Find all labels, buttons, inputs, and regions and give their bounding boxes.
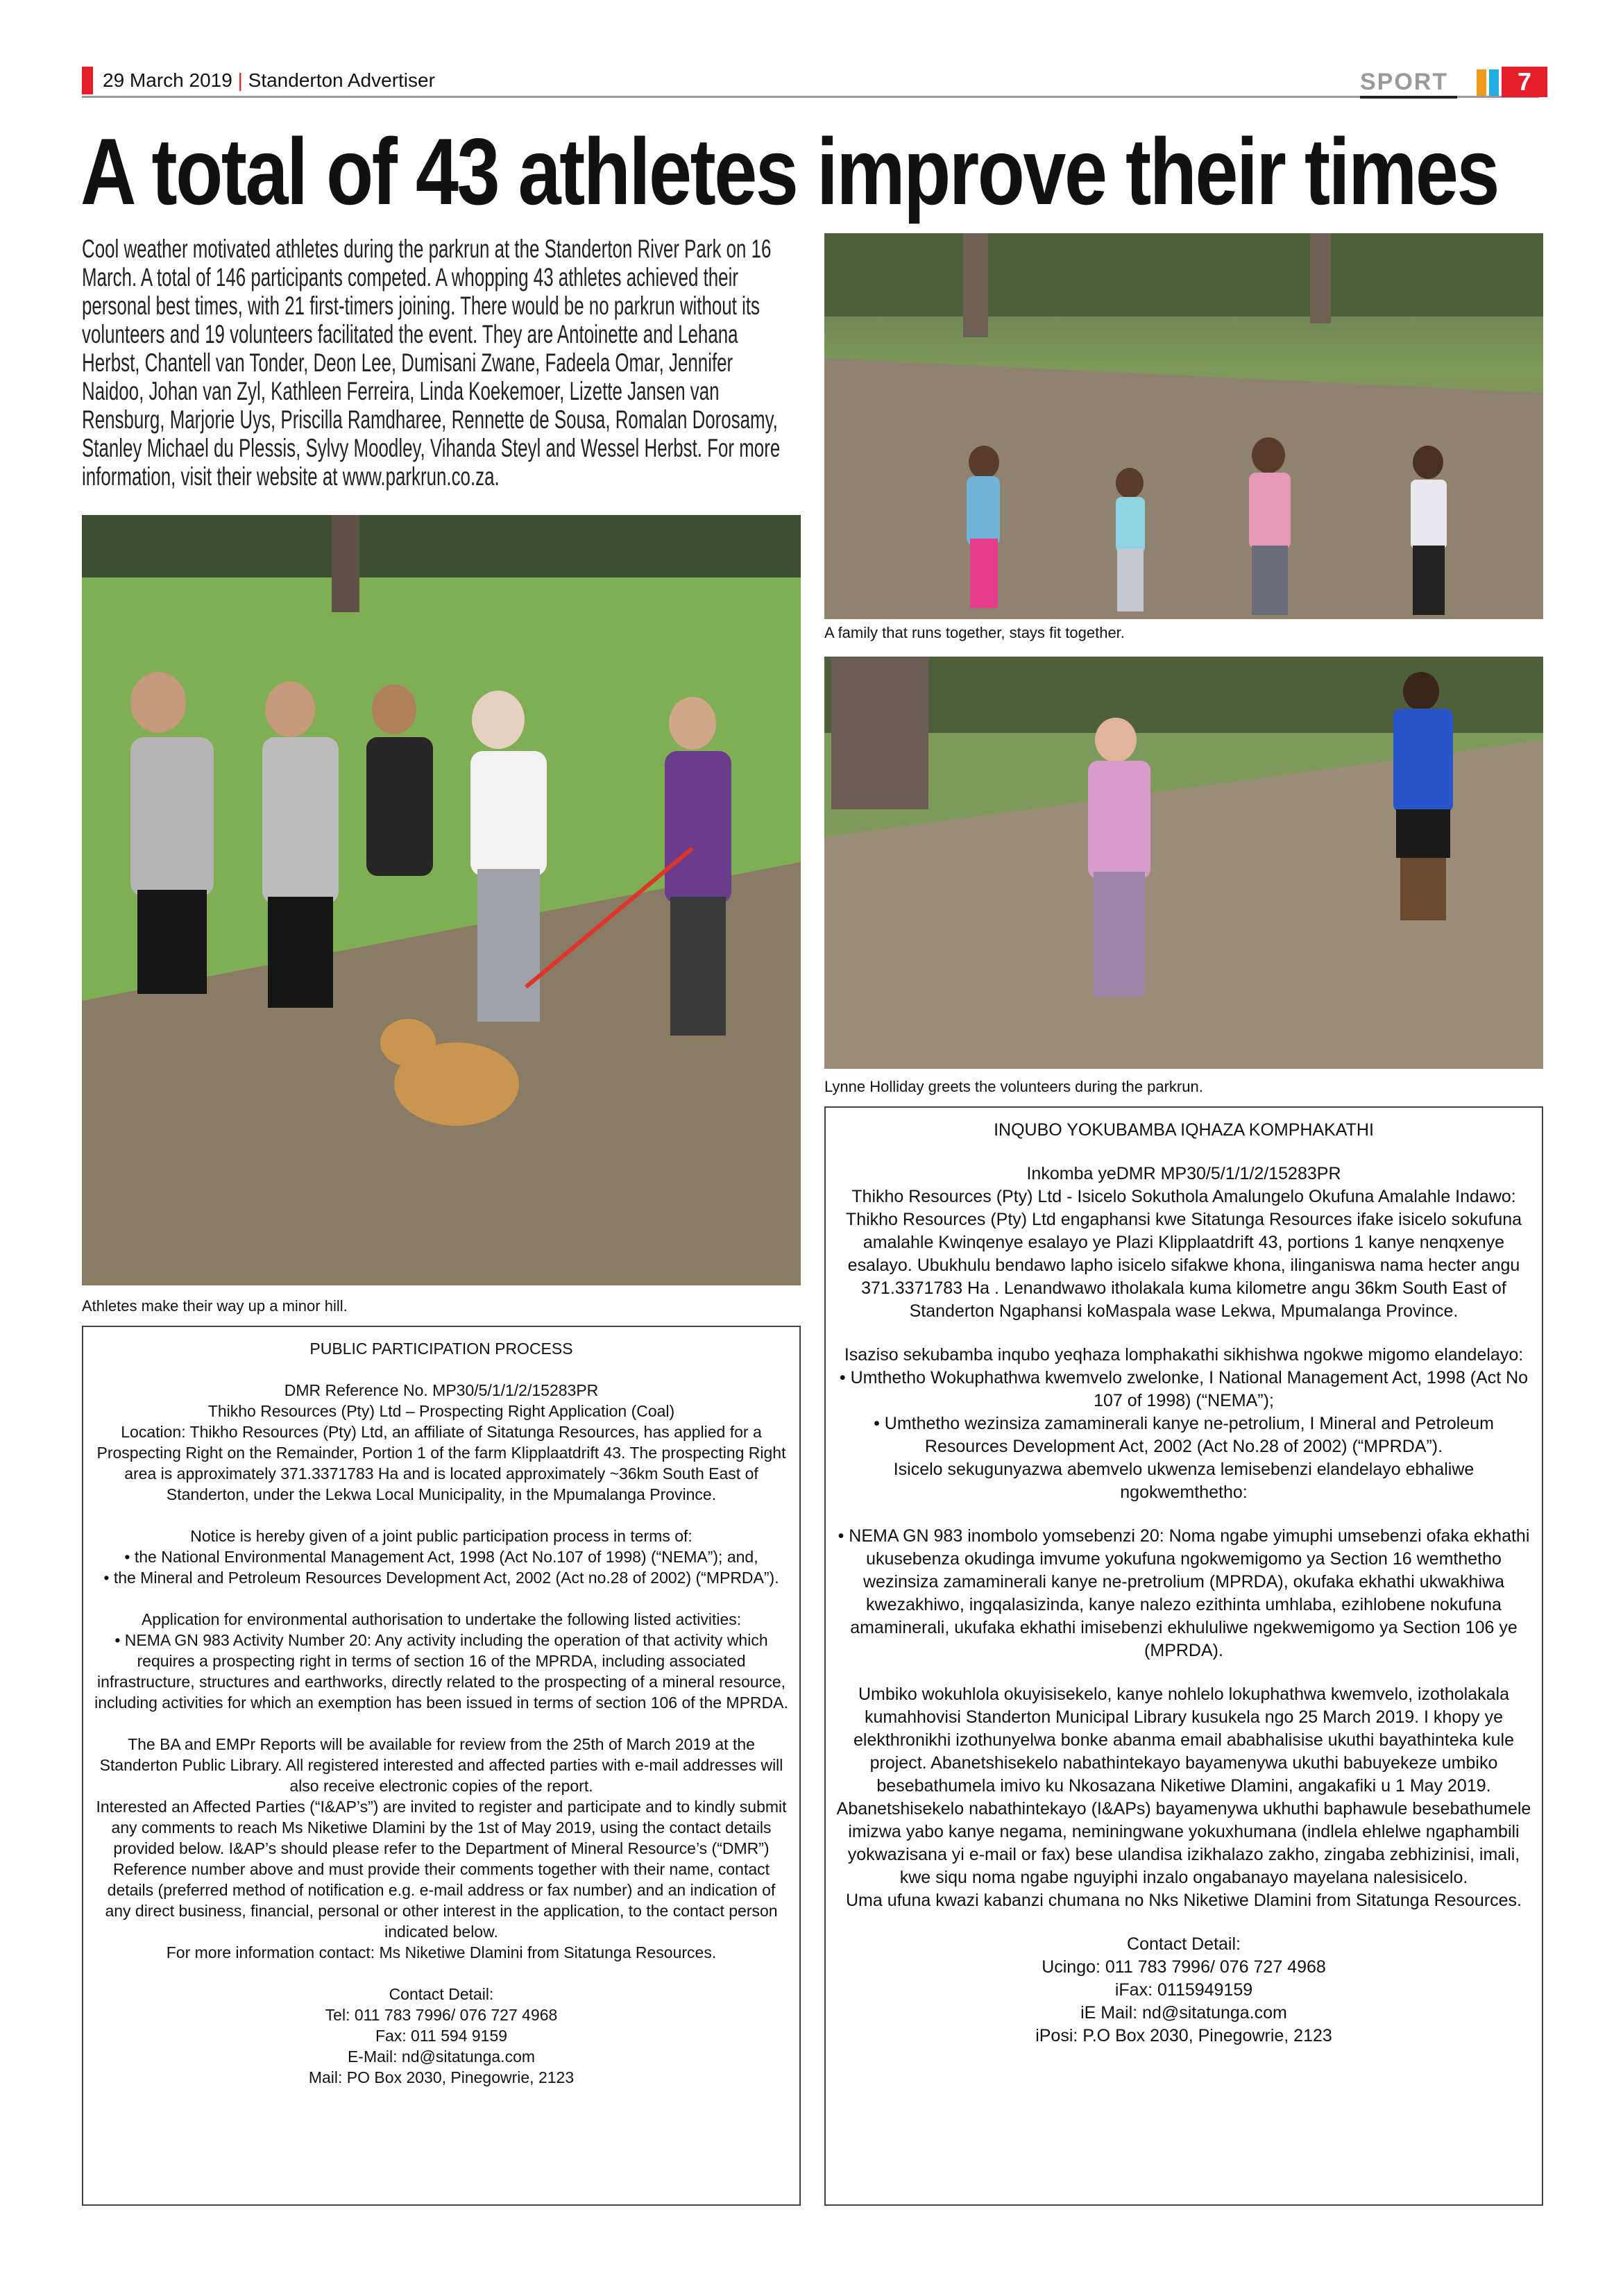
section-underline — [1360, 96, 1457, 99]
notice-location: Location: Thikho Resources (Pty) Ltd, an affiliate of Sitatunga Resources, has applied for a Prospecting Right on the Remainder, Portion 1 of the farm Klipplaatdrift 43. The prospecting Right area is approximately 371.3371783 Ha and is located approximately ~36km South East of Standerton, under the Lekwa Local Municipality, in the Mpumalanga Province. — [96, 1423, 786, 1503]
notice-zu-reference: Inkomba yeDMR MP30/5/1/1/2/15283PR — [1026, 1164, 1341, 1183]
contact-title: Contact Detail: — [389, 1985, 494, 2003]
page-number: 7 — [1502, 67, 1547, 97]
header-dateline — [103, 67, 435, 94]
headline: A total of 43 athletes improve their times — [80, 119, 1498, 224]
notice-zu-body1: Thikho Resources (Pty) Ltd - Isicelo Sokuthola Amalungelo Okufuna Amalahle Indawo: Thikho Resources (Pty) Ltd engaphansi kwe Sitatunga Resources ifake isicelo sokufuna amalahle Kwinqenye esalayo ye Plazi Klipplaatdrift 43, portions 1 kanye nenqxenye esalayo. Ubukhulu bendawo lapho isicelo sifakwe khona, ilinganiswa nama hecter angu 371.3371783 Ha . Lenandwawo itholakala kuma kilometre angu 36km South East of Standerton Ngaphansi koMaspala wase Lekwa, Mpumalanga Province. — [845, 1187, 1522, 1321]
notice-interested-parties: Interested an Affected Parties (“I&AP’s”) are invited to register and participate and to kindly submit any comments to reach Ms Niketiwe Dlamini by the 1st of May 2019, using the contact details provided below. I&AP’s should please refer to the Department of Mineral Resource’s (“DMR”) Reference number above and must provide their comments together with their name, contact details (preferred method of notification e.g. e-mail address or fax number) and an indication of any direct business, financial, personal or other interest in the application, to the contact person indicated below. — [96, 1798, 787, 1941]
header-separator: | — [237, 69, 243, 91]
notice-zu-body5: Abanetshisekelo nabathintekayo (I&APs) bayamenywa ukhuthi baphawule besebathumele imizwa yabo kanye negama, neminingwane yokuxhumana (indlela ehlelwe ngaphambili yokwazisana yi e-mail or fax) bese ulandisa izikhalazo zakho, zingaba zebhizinisi, imali, kwe siqu noma ngabe nguyiphi inzalo ongabanayo mayelana nalesisicelo. — [836, 1799, 1531, 1887]
notice-title: PUBLIC PARTICIPATION PROCESS — [309, 1340, 573, 1358]
photo-family-running — [824, 233, 1543, 619]
contact-zu-fax: iFax: 0115949159 — [1114, 1980, 1253, 2000]
notice-law-mprda: • the Mineral and Petroleum Resources Development Act, 2002 (Act no.28 of 2002) (“MPRDA”). — [103, 1569, 779, 1587]
accent-cyan-bar — [1489, 69, 1499, 96]
contact-tel: Tel: 011 783 7996/ 076 727 4968 — [325, 2006, 558, 2024]
issue-date: 29 March 2019 — [103, 69, 232, 91]
notice-law-nema: • the National Environmental Management Act, 1998 (Act No.107 of 1998) (“NEMA”); and, — [124, 1548, 758, 1566]
header-red-marker — [82, 67, 93, 94]
notice-zu-body6: Uma ufuna kwazi kabanzi chumana no Nks Niketiwe Dlamini from Sitatunga Resources. — [845, 1891, 1522, 1910]
contact-zu-tel: Ucingo: 011 783 7996/ 076 727 4968 — [1042, 1957, 1326, 1977]
notice-applicant: Thikho Resources (Pty) Ltd – Prospecting Right Application (Coal) — [207, 1402, 675, 1420]
section-label: SPORT — [1360, 69, 1449, 95]
header-rule — [82, 96, 1539, 98]
caption-lynne: Lynne Holliday greets the volunteers during the parkrun. — [824, 1078, 1203, 1095]
article-intro: Cool weather motivated athletes during the parkrun at the Standerton River Park on 16 March. A total of 146 participants competed. A whopping 43 athletes achieved their personal best times, with 21 first-timers joining. There would be no parkrun without its volunteers and 19 volunteers facilitated the event. They are Antoinette and Lehana Herbst, Chantell van Tonder, Deon Lee, Dumisani Zwane, Fadeela Omar, Jennifer Naidoo, Johan van Zyl, Kathleen Ferreira, Linda Koekemoer, Lizette Jansen van Rensburg, Marjorie Uys, Priscilla Ramdharee, Rennette de Sousa, Romalan Dorosamy, Stanley Michael du Plessis, Sylvy Moodley, Vihanda Steyl and Wessel Herbst. For more information, visit their website at www.parkrun.co.za. — [82, 235, 781, 491]
accent-orange-bar — [1477, 69, 1486, 96]
publication-name: Standerton Advertiser — [248, 69, 435, 91]
notice-reference: DMR Reference No. MP30/5/1/1/2/15283PR — [284, 1381, 599, 1399]
caption-family: A family that runs together, stays fit together. — [824, 624, 1125, 641]
photo-athletes-hill — [82, 515, 801, 1285]
notice-reports: The BA and EMPr Reports will be available for review from the 25th of March 2019 at the Standerton Public Library. All registered interested and affected parties with e-mail addresses will also receive electronic copies of the report. — [99, 1735, 783, 1795]
contact-email: E-Mail: nd@sitatunga.com — [347, 2048, 536, 2066]
notice-zu-body4: Umbiko wokuhlola okuyisisekelo, kanye nohlelo lokuphathwa kwemvelo, izotholakala kumahhovisi Standerton Municipal Library kusukela ngo 25 March 2019. I khopy ye elekthronikhi izothunyelwa bonke abanma email ababhalisise ukuthi bayathinteka kule project. Abanetshisekelo nabathintekayo bayamenywa ukuthi babuyekeze umbiko besebathumela imivo ku Nkosazana Niketiwe Dlamini, angakafiki u 1 May 2019. — [853, 1685, 1514, 1796]
caption-hill: Athletes make their way up a minor hill. — [82, 1297, 348, 1315]
notice-inqubo — [824, 1106, 1543, 2206]
contact-zu-email: iE Mail: nd@sitatunga.com — [1080, 2003, 1287, 2023]
notice-zu-body2: Isaziso sekubamba inqubo yeqhaza lomphakathi sikhishwa ngokwe migomo elandelayo: — [844, 1345, 1524, 1365]
photo-lynne-holliday — [824, 657, 1543, 1069]
notice-more-info: For more information contact: Ms Niketiwe Dlamini from Sitatunga Resources. — [166, 1943, 717, 1961]
contact-fax: Fax: 011 594 9159 — [375, 2027, 508, 2045]
notice-activity: • NEMA GN 983 Activity Number 20: Any activity including the operation of that activity which requires a prospecting right in terms of section 16 of the MPRDA, including associated infrastructure, structures and earthworks, directly related to the prospecting of a mineral resource, including activities for which an exemption has been issued in terms of section 106 of the MPRDA. — [94, 1631, 788, 1712]
notice-zu-body3: Isicelo sekugunyazwa abemvelo ukwenza lemisebenzi elandelayo ebhaliwe ngokwemthetho: — [893, 1460, 1475, 1502]
notice-zu-law-nema: • Umthetho Wokuphathwa kwemvelo zwelonke, I National Management Act, 1998 (Act No 107 of 1998) (“NEMA”); — [839, 1368, 1529, 1410]
notice-zu-title: INQUBO YOKUBAMBA IQHAZA KOMPHAKATHI — [994, 1120, 1374, 1140]
contact-zu-mail: iPosi: P.O Box 2030, Pinegowrie, 2123 — [1035, 2026, 1332, 2045]
contact-zu-title: Contact Detail: — [1127, 1934, 1241, 1954]
notice-intro: Notice is hereby given of a joint public participation process in terms of: — [190, 1527, 692, 1545]
notice-zu-activity: • NEMA GN 983 inombolo yomsebenzi 20: Noma ngabe yimuphi umsebenzi ofaka ekhathi ukusebenza okudinga imvume yokufuna ngokwemigomo ya Section 16 wemthetho wezinsiza zamaminerali kanye ne-pretrolium (MPRDA), okufaka ekhathi ukwakhiwa kwezakhiwo, ingqalasizinda, kanye nalezo ezithinta umhlaba, ezihlobene nokufuna amaminerali, ukufaka ekhathi imisebenzi ekhululiwe ngekwemigomo ya Section 106 ye (MPRDA). — [838, 1526, 1530, 1660]
notice-public-participation — [82, 1326, 801, 2206]
contact-mail: Mail: PO Box 2030, Pinegowrie, 2123 — [308, 2068, 575, 2086]
notice-zu-law-mprda: • Umthetho wezinsiza zamaminerali kanye ne-petrolium, I Mineral and Petroleum Resources Development Act, 2002 (Act No.28 of 2002) (“MPRDA”). — [874, 1414, 1494, 1456]
notice-application: Application for environmental authorisation to undertake the following listed activities: — [141, 1610, 742, 1628]
